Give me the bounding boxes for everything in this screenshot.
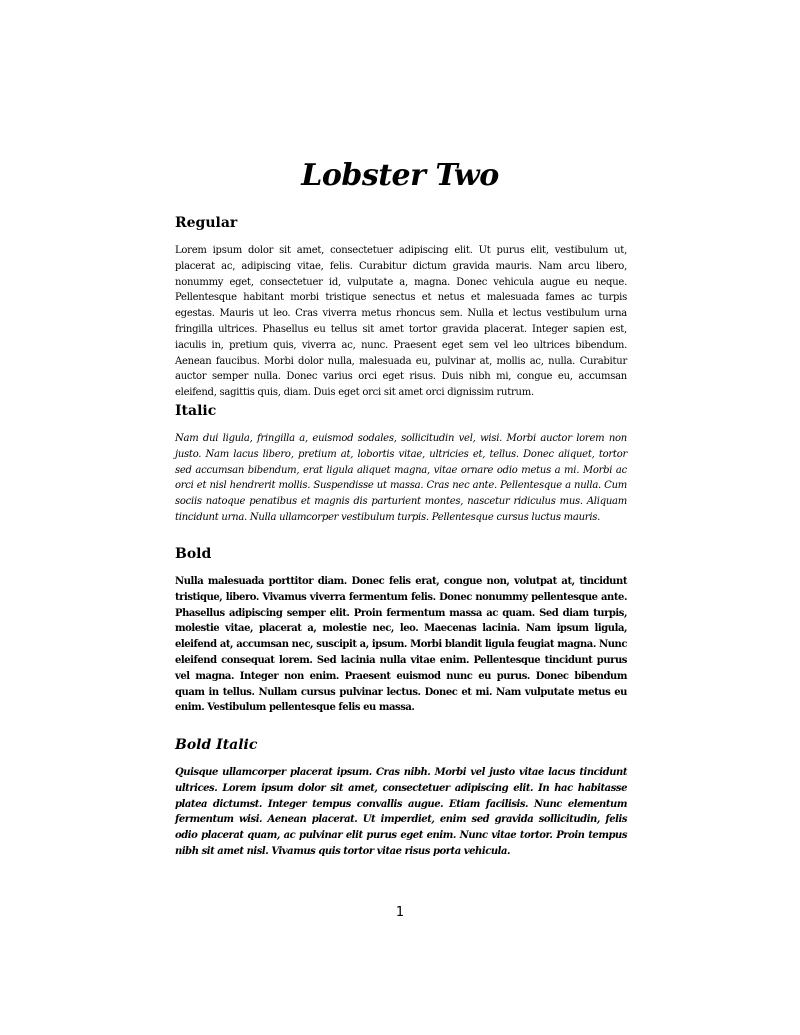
section-italic	[175, 401, 627, 526]
section-heading: Bold	[175, 546, 212, 562]
section-bold	[175, 544, 627, 716]
section-body: Nam dui ligula, fringilla a, euismod sodales, sollicitudin vel, wisi. Morbi auctor lorem non justo. Nam lacus libero, pretium at, lobortis vitae, ultricies et, tellus. Donec aliquet, tortor sed accumsan bibendum, erat ligula aliquet magna, vitae ornare odio metus a mi. Morbi ac orci et nisl hendrerit mollis. Suspendisse ut massa. Cras nec ante. Pellentesque a nulla. Cum sociis natoque penatibus et magnis dis parturient montes, nascetur ridiculus mus. Aliquam tincidunt urna. Nulla ullamcorper vestibulum turpis. Pellentesque cursus luctus mauris.	[175, 433, 627, 523]
section-body: Quisque ullamcorper placerat ipsum. Cras nibh. Morbi vel justo vitae lacus tincidunt ultrices. Lorem ipsum dolor sit amet, consectetuer adipiscing elit. In hac habitasse platea dictumst. Integer tempus convallis augue. Etiam facilisis. Nunc elementum fermentum wisi. Aenean placerat. Ut imperdiet, enim sed gravida sollicitudin, felis odio placerat quam, ac pulvinar elit purus eget enim. Nunc vitae tortor. Proin tempus nibh sit amet nisl. Vivamus quis tortor vitae risus porta vehicula.	[175, 767, 627, 857]
section-body: Lorem ipsum dolor sit amet, consectetuer adipiscing elit. Ut purus elit, vestibulum ut, placerat ac, adipiscing vitae, felis. Curabitur dictum gravida mauris. Nam arcu libero, nonummy eget, consectetuer id, vulputate a, magna. Donec vehicula augue eu neque. Pellentesque habitant morbi tristique senectus et netus et malesuada fames ac turpis egestas. Mauris ut leo. Cras viverra metus rhoncus sem. Nulla et lectus vestibulum urna fringilla ultrices. Phasellus eu tellus sit amet tortor gravida placerat. Integer sapien est, iaculis in, pretium quis, viverra ac, nunc. Praesent eget sem vel leo ultrices bibendum. Aenean faucibus. Morbi dolor nulla, malesuada eu, pulvinar at, mollis ac, nulla. Curabitur auctor semper nulla. Donec varius orci eget risus. Duis nibh mi, congue eu, accumsan eleifend, sagittis quis, diam. Duis eget orci sit amet orci dignissim rutrum.	[175, 245, 627, 399]
page-title: Lobster Two	[301, 158, 499, 193]
section-body: Nulla malesuada porttitor diam. Donec felis erat, congue non, volutpat at, tincidunt tristique, libero. Vivamus viverra fermentum felis. Donec nonummy pellentesque ante. Phasellus adipiscing semper elit. Proin fermentum massa ac quam. Sed diam turpis, molestie vitae, placerat a, molestie nec, leo. Maecenas lacinia. Nam ipsum ligula, eleifend at, accumsan nec, suscipit a, ipsum. Morbi blandit ligula feugiat magna. Nunc eleifend consequat lorem. Sed lacinia nulla vitae enim. Pellentesque tincidunt purus vel magna. Integer non enim. Praesent euismod nunc eu purus. Donec bibendum quam in tellus. Nullam cursus pulvinar lectus. Donec et mi. Nam vulputate metus eu enim. Vestibulum pellentesque felis eu massa.	[175, 576, 627, 714]
section-heading: Regular	[175, 215, 238, 231]
section-regular	[175, 213, 627, 401]
page-number: 1	[395, 905, 405, 920]
section-bold-italic	[175, 735, 627, 860]
section-heading: Bold Italic	[175, 737, 258, 753]
section-heading: Italic	[175, 403, 217, 419]
